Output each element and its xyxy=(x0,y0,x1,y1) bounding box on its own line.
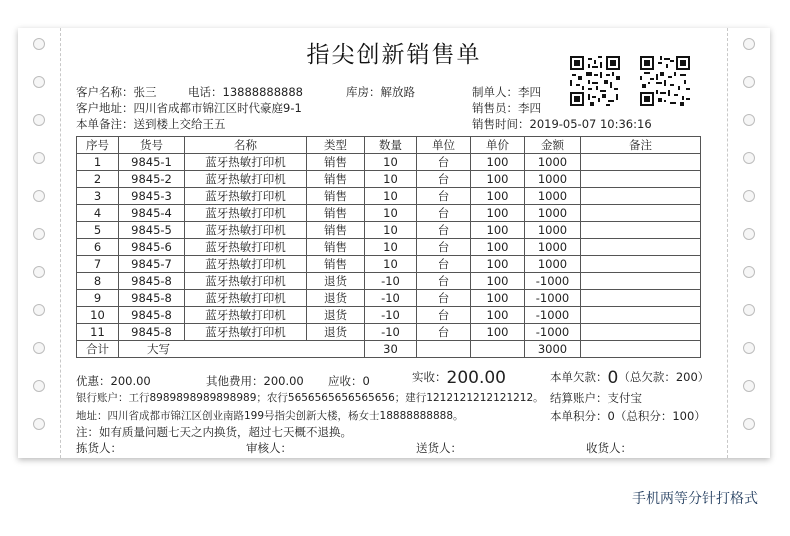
table-cell: 台 xyxy=(417,222,471,239)
table-cell: 退货 xyxy=(307,290,365,307)
company-address: 地址：四川省成都市锦江区创业南路199号指尖创新大楼，杨女士18888888888。 xyxy=(76,410,464,422)
table-cell: 销售 xyxy=(307,171,365,188)
arrears-value: 0 xyxy=(607,368,619,388)
table-cell: 100 xyxy=(471,324,525,341)
right-tractor-strip xyxy=(727,28,770,458)
items-table xyxy=(76,136,701,358)
customer-phone: 电话：13888888888 xyxy=(188,85,303,99)
table-cell xyxy=(581,188,701,205)
tractor-hole xyxy=(33,342,45,354)
table-cell: 9845-8 xyxy=(119,290,185,307)
table-row xyxy=(77,307,701,324)
tractor-hole xyxy=(743,38,755,50)
table-cell: 9845-8 xyxy=(119,273,185,290)
table-cell: 蓝牙热敏打印机 xyxy=(185,324,307,341)
tractor-hole xyxy=(743,76,755,88)
table-cell: 10 xyxy=(365,171,417,188)
table-cell: 10 xyxy=(365,239,417,256)
warehouse: 库房：解放路 xyxy=(346,85,415,99)
table-cell: 100 xyxy=(471,171,525,188)
table-cell: 100 xyxy=(471,290,525,307)
quality-note: 注：如有质量问题七天之内换货，超过七天概不退换。 xyxy=(76,425,352,439)
qr-code-icon xyxy=(640,56,690,106)
table-cell: 销售 xyxy=(307,239,365,256)
table-row xyxy=(77,205,701,222)
table-cell: 蓝牙热敏打印机 xyxy=(185,154,307,171)
table-cell: 退货 xyxy=(307,273,365,290)
points-value: 0 xyxy=(607,409,615,423)
tractor-hole xyxy=(743,304,755,316)
table-header-row xyxy=(77,137,701,154)
total-empty xyxy=(417,341,471,358)
bank-accounts: 银行账户：工行8989898989898989；农行5656565656565656；建行1212121212121212。 xyxy=(76,392,544,404)
table-cell: 8 xyxy=(77,273,119,290)
column-header: 金额 xyxy=(525,137,581,154)
column-header: 数量 xyxy=(365,137,417,154)
table-cell: 1000 xyxy=(525,171,581,188)
table-row xyxy=(77,171,701,188)
table-cell xyxy=(581,324,701,341)
table-cell: 1000 xyxy=(525,205,581,222)
column-header: 备注 xyxy=(581,137,701,154)
received-label: 实收： xyxy=(412,370,447,384)
table-cell: 蓝牙热敏打印机 xyxy=(185,256,307,273)
tractor-hole xyxy=(743,418,755,430)
received-value: 200.00 xyxy=(446,368,506,388)
salesperson: 销售员：李四 xyxy=(472,101,541,115)
total-empty xyxy=(581,341,701,358)
table-cell: 9845-1 xyxy=(119,154,185,171)
table-cell: 100 xyxy=(471,273,525,290)
table-row xyxy=(77,239,701,256)
table-cell: 销售 xyxy=(307,154,365,171)
table-cell: 台 xyxy=(417,290,471,307)
caption-text: 手机两等分针打格式 xyxy=(632,491,758,507)
arrears xyxy=(550,368,709,388)
receivable: 应收：0 xyxy=(328,374,370,388)
table-cell: 蓝牙热敏打印机 xyxy=(185,239,307,256)
table-cell: 台 xyxy=(417,171,471,188)
tractor-hole xyxy=(743,380,755,392)
table-cell: -10 xyxy=(365,307,417,324)
column-header: 类型 xyxy=(307,137,365,154)
table-cell: 台 xyxy=(417,273,471,290)
table-row xyxy=(77,188,701,205)
tractor-hole xyxy=(33,190,45,202)
table-cell xyxy=(581,222,701,239)
table-cell: 销售 xyxy=(307,256,365,273)
table-row xyxy=(77,324,701,341)
tractor-hole xyxy=(743,114,755,126)
deliverer-signature: 送货人： xyxy=(416,441,462,455)
table-cell: 9845-7 xyxy=(119,256,185,273)
table-cell: 9845-6 xyxy=(119,239,185,256)
table-cell: 6 xyxy=(77,239,119,256)
table-cell: 10 xyxy=(365,205,417,222)
tractor-hole xyxy=(33,114,45,126)
tractor-hole xyxy=(33,380,45,392)
table-cell: -1000 xyxy=(525,290,581,307)
table-cell xyxy=(581,205,701,222)
column-header: 货号 xyxy=(119,137,185,154)
total-label: 合计 xyxy=(77,341,119,358)
table-row xyxy=(77,154,701,171)
other-fee: 其他费用：200.00 xyxy=(206,374,304,388)
arrears-label: 本单欠款： xyxy=(550,370,608,384)
table-cell: 9845-2 xyxy=(119,171,185,188)
picker-signature: 拣货人： xyxy=(76,441,122,455)
table-cell: -10 xyxy=(365,290,417,307)
table-cell: 2 xyxy=(77,171,119,188)
table-cell: 蓝牙热敏打印机 xyxy=(185,273,307,290)
discount: 优惠：200.00 xyxy=(76,374,151,388)
table-cell: 台 xyxy=(417,205,471,222)
table-cell: 销售 xyxy=(307,222,365,239)
table-row xyxy=(77,222,701,239)
column-header: 序号 xyxy=(77,137,119,154)
customer-name: 客户名称：张三 xyxy=(76,85,157,99)
table-cell xyxy=(581,256,701,273)
table-cell: 台 xyxy=(417,239,471,256)
total-empty xyxy=(471,341,525,358)
table-cell: 蓝牙热敏打印机 xyxy=(185,205,307,222)
maker: 制单人：李四 xyxy=(472,85,541,99)
received xyxy=(412,368,506,388)
tractor-hole xyxy=(33,228,45,240)
tractor-hole xyxy=(743,152,755,164)
table-cell: -1000 xyxy=(525,324,581,341)
table-cell: 11 xyxy=(77,324,119,341)
table-cell: 1000 xyxy=(525,222,581,239)
total-quantity: 30 xyxy=(365,341,417,358)
table-cell: 1000 xyxy=(525,188,581,205)
table-cell: 100 xyxy=(471,154,525,171)
tractor-hole xyxy=(743,342,755,354)
table-cell: 销售 xyxy=(307,188,365,205)
tractor-hole xyxy=(33,38,45,50)
tractor-hole xyxy=(33,76,45,88)
order-remark: 本单备注：送到楼上交给王五 xyxy=(76,117,226,131)
table-cell: 蓝牙热敏打印机 xyxy=(185,222,307,239)
column-header: 名称 xyxy=(185,137,307,154)
left-tractor-strip xyxy=(18,28,61,458)
table-cell xyxy=(581,171,701,188)
total-amount: 3000 xyxy=(525,341,581,358)
table-cell: 9845-3 xyxy=(119,188,185,205)
table-cell: 7 xyxy=(77,256,119,273)
table-cell: 台 xyxy=(417,256,471,273)
table-cell: 3 xyxy=(77,188,119,205)
reviewer-signature: 审核人： xyxy=(246,441,292,455)
table-cell: 100 xyxy=(471,256,525,273)
tractor-hole xyxy=(743,190,755,202)
table-cell: 蓝牙热敏打印机 xyxy=(185,188,307,205)
table-cell: 10 xyxy=(365,154,417,171)
table-cell: 100 xyxy=(471,222,525,239)
tractor-hole xyxy=(743,266,755,278)
table-cell: 9845-8 xyxy=(119,324,185,341)
sale-time: 销售时间：2019-05-07 10:36:16 xyxy=(472,117,652,131)
table-cell: 退货 xyxy=(307,324,365,341)
total-arrears: （总欠款：200） xyxy=(618,370,710,384)
customer-address: 客户地址：四川省成都市锦江区时代豪庭9-1 xyxy=(76,101,302,115)
table-cell: 1000 xyxy=(525,239,581,256)
sales-slip-paper xyxy=(18,28,770,458)
table-cell xyxy=(581,290,701,307)
table-cell: 台 xyxy=(417,324,471,341)
tractor-hole xyxy=(33,418,45,430)
table-cell xyxy=(581,154,701,171)
table-cell: -1000 xyxy=(525,307,581,324)
table-cell: 9845-5 xyxy=(119,222,185,239)
tractor-hole xyxy=(33,304,45,316)
table-row xyxy=(77,273,701,290)
table-cell: 100 xyxy=(471,205,525,222)
table-cell: 台 xyxy=(417,188,471,205)
table-cell: 1000 xyxy=(525,256,581,273)
table-cell: 9 xyxy=(77,290,119,307)
table-cell: 台 xyxy=(417,307,471,324)
table-cell: -10 xyxy=(365,324,417,341)
table-cell: 10 xyxy=(365,256,417,273)
table-cell: -10 xyxy=(365,273,417,290)
column-header: 单价 xyxy=(471,137,525,154)
table-row xyxy=(77,290,701,307)
table-cell: 蓝牙热敏打印机 xyxy=(185,290,307,307)
table-cell: 1000 xyxy=(525,154,581,171)
points xyxy=(550,408,706,424)
table-cell: 9845-8 xyxy=(119,307,185,324)
table-cell: 10 xyxy=(365,222,417,239)
table-total-row xyxy=(77,341,701,358)
slip-title: 指尖创新销售单 xyxy=(306,42,482,68)
column-header: 单位 xyxy=(417,137,471,154)
table-cell: 4 xyxy=(77,205,119,222)
qr-code-icon xyxy=(570,56,620,106)
table-cell: 10 xyxy=(365,188,417,205)
receiver-signature: 收货人： xyxy=(586,441,632,455)
table-cell xyxy=(581,273,701,290)
table-cell: 1 xyxy=(77,154,119,171)
table-cell: 100 xyxy=(471,239,525,256)
table-cell: 100 xyxy=(471,188,525,205)
table-cell: 蓝牙热敏打印机 xyxy=(185,171,307,188)
table-row xyxy=(77,256,701,273)
table-cell: 10 xyxy=(77,307,119,324)
table-cell: 蓝牙热敏打印机 xyxy=(185,307,307,324)
points-label: 本单积分： xyxy=(550,409,608,423)
slip-content xyxy=(60,28,728,458)
total-daxie: 大写 xyxy=(119,341,365,358)
tractor-hole xyxy=(33,266,45,278)
tractor-hole xyxy=(743,228,755,240)
total-points: （总积分：100） xyxy=(614,409,706,423)
table-cell: 台 xyxy=(417,154,471,171)
table-cell xyxy=(581,239,701,256)
table-cell: 5 xyxy=(77,222,119,239)
table-cell: 销售 xyxy=(307,205,365,222)
table-cell: 退货 xyxy=(307,307,365,324)
table-cell: 9845-4 xyxy=(119,205,185,222)
tractor-hole xyxy=(33,152,45,164)
table-cell xyxy=(581,307,701,324)
table-cell: 100 xyxy=(471,307,525,324)
table-cell: -1000 xyxy=(525,273,581,290)
settle-account: 结算账户：支付宝 xyxy=(550,391,642,405)
